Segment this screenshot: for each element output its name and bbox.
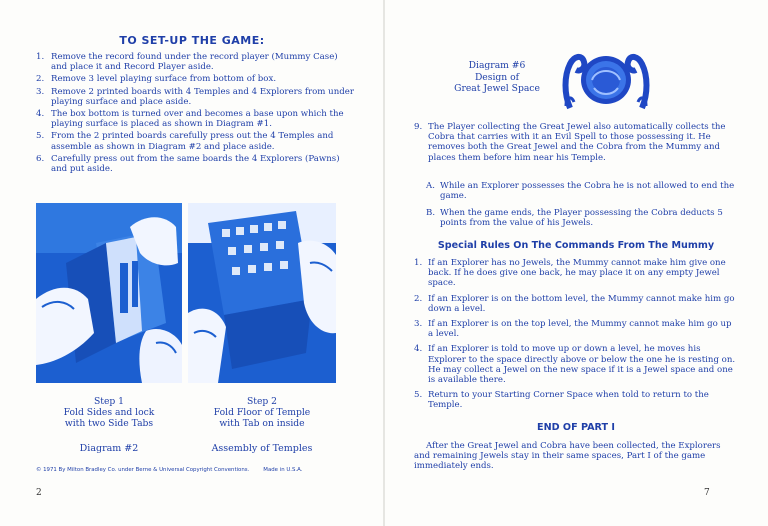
setup-step: 1. Remove the record found under the record player (Mummy Case) and place it and Record Player aside. xyxy=(36,52,338,73)
page-number-right: 7 xyxy=(704,488,710,498)
setup-step: 6. Carefully press out from the same boards the 4 Explorers (Pawns) and put aside. xyxy=(36,153,340,175)
copyright-line: © 1971 By Milton Bradley Co. under Berne & Universal Copyright Conventions. Made in U.S.A. xyxy=(36,467,303,473)
special-rule: 3. If an Explorer is on the top level, the Mummy cannot make him go up a level. xyxy=(414,319,732,340)
setup-step: 5. From the 2 printed boards carefully press out the 4 Temples and assemble as shown in Diagram #2 and place aside. xyxy=(36,131,334,152)
special-rule: 2. If an Explorer is on the bottom level, the Mummy cannot make him go down a level. xyxy=(414,293,735,314)
setup-step: 4. The box bottom is turned over and becomes a base upon which the playing surface is placed as shown in Diagram #1. xyxy=(36,109,344,130)
step2-caption: Step 2 Fold Floor of Temple with Tab on inside xyxy=(213,396,311,429)
assembly-label: Assembly of Temples xyxy=(211,443,313,454)
folding-temple-illustration xyxy=(36,203,182,383)
setup-step: 3. Remove 2 printed boards with 4 Temples and 4 Explorers from under playing surface and place aside. xyxy=(36,86,354,107)
special-rule: 4. If an Explorer is told to move up or down a level, he moves his Explorer to the space directly above or below the one he is resting on. He may collect a Jewel on the new space if it is a Jewel space and one is available there. xyxy=(414,344,736,386)
setup-steps-list xyxy=(36,52,354,176)
rule-9: 9. The Player collecting the Great Jewel also automatically collects the Cobra that carries with it an Evil Spell to those possessing it. He removes both the Great Jewel and the Cobra from the Mummy and places them before him near his Temple. xyxy=(414,122,726,163)
special-rule: 1. If an Explorer has no Jewels, the Mummy cannot make him give one back. If he does give one back, he may place it on any empty Jewel space. xyxy=(414,258,726,289)
end-of-part-heading: END OF PART I xyxy=(537,422,615,433)
rule-9b: B. When the game ends, the Player possessing the Cobra deducts 5 points from the value of his Jewels. xyxy=(426,208,723,229)
closing-paragraph: After the Great Jewel and Cobra have been collected, the Explorers and remaining Jewels stay in their same spaces, Part I of the game immediately ends. xyxy=(414,441,721,472)
setup-title: TO SET-UP THE GAME: xyxy=(119,34,265,47)
step2-photo xyxy=(188,203,336,383)
step1-photo xyxy=(36,203,182,383)
assembling-temple-illustration xyxy=(188,203,336,383)
special-rules-list xyxy=(414,258,738,416)
rule-9a: A. While an Explorer possesses the Cobra he is not allowed to end the game. xyxy=(426,181,735,202)
diagram-label: Diagram #2 xyxy=(79,443,139,454)
step1-caption: Step 1 Fold Sides and lock with two Side Tabs xyxy=(63,396,155,429)
special-rule: 5. Return to your Starting Corner Space when told to return to the Temple. xyxy=(414,390,709,411)
diagram6-label: Diagram #6 Design of Great Jewel Space xyxy=(454,60,540,94)
great-jewel-design-icon xyxy=(562,50,650,112)
special-rules-heading: Special Rules On The Commands From The Mummy xyxy=(437,240,715,251)
page-number-left: 2 xyxy=(36,488,42,498)
setup-step: 2. Remove 3 level playing surface from bottom of box. xyxy=(36,74,277,85)
